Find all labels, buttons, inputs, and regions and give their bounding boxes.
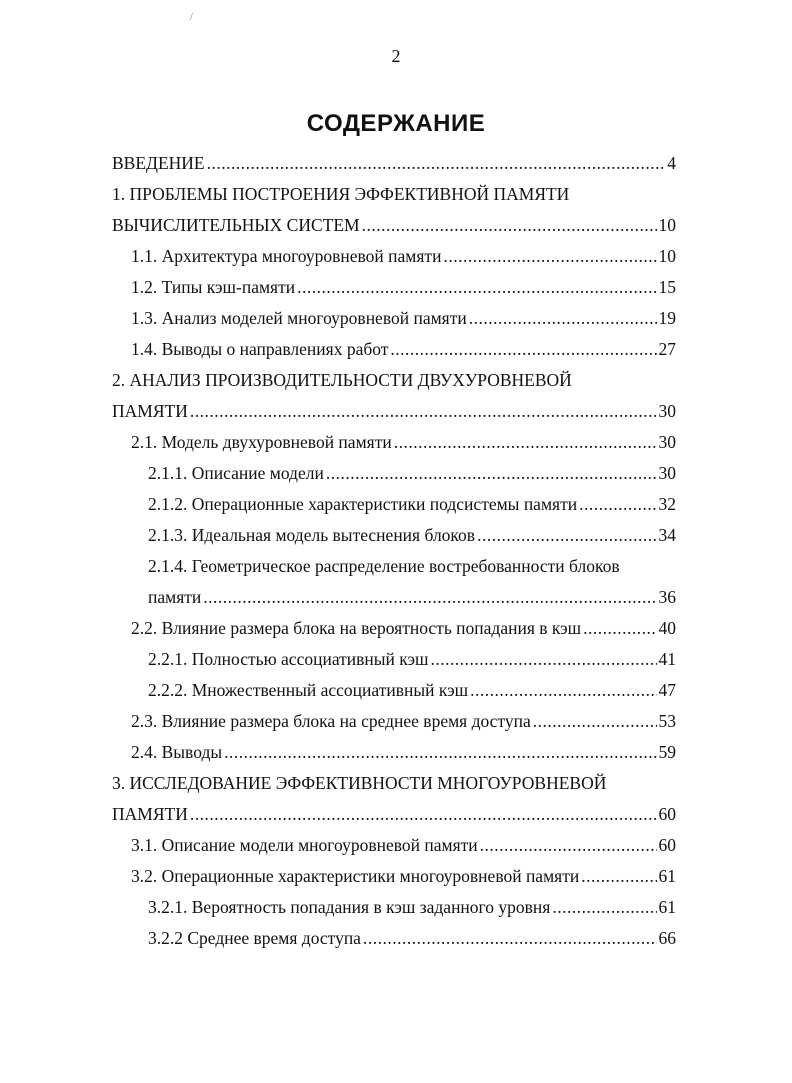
toc-entry-title: 1.3. Анализ моделей многоуровневой памяти: [131, 308, 467, 328]
toc-entry-page: 66: [658, 928, 676, 948]
toc-entry-title: ВЫЧИСЛИТЕЛЬНЫХ СИСТЕМ: [112, 215, 360, 235]
toc-entry-title: 1. ПРОБЛЕМЫ ПОСТРОЕНИЯ ЭФФЕКТИВНОЙ ПАМЯТИ: [112, 184, 570, 204]
toc-leader-dots: [326, 459, 657, 487]
toc-leader-dots: [190, 800, 657, 828]
toc-leader-dots: [390, 335, 656, 363]
toc-entry[interactable]: [112, 769, 606, 797]
toc-entry-title: 1.2. Типы кэш-памяти: [131, 277, 296, 297]
toc-entry-page: 15: [658, 277, 676, 297]
toc-entry[interactable]: [131, 428, 676, 456]
toc-entry[interactable]: [112, 149, 676, 177]
toc-leader-dots: [394, 428, 657, 456]
toc-entry[interactable]: [148, 459, 676, 487]
toc-entry-title: 3.1. Описание модели многоуровневой памяти: [131, 835, 478, 855]
toc-leader-dots: [579, 490, 656, 518]
toc-entry-title: 2.2.1. Полностью ассоциативный кэш: [148, 649, 429, 669]
toc-entry-title: 2.3. Влияние размера блока на среднее время доступа: [131, 711, 531, 731]
toc-entry-title: ВВЕДЕНИЕ: [112, 153, 205, 173]
toc-leader-dots: [190, 397, 657, 425]
toc-entry-page: 30: [658, 432, 676, 452]
toc-entry[interactable]: [131, 614, 676, 642]
toc-leader-dots: [583, 614, 656, 642]
toc-entry-page: 41: [658, 649, 676, 669]
toc-entry-title: 3.2.2 Среднее время доступа: [148, 928, 361, 948]
toc-entry-title: ПАМЯТИ: [112, 401, 188, 421]
toc-entry-title: 3.2. Операционные характеристики многоуровневой памяти: [131, 866, 580, 886]
toc-entry-page: 36: [658, 587, 676, 607]
toc-entry[interactable]: [148, 676, 676, 704]
toc-entry-title: 2.1.3. Идеальная модель вытеснения блоков: [148, 525, 476, 545]
toc-entry-title: 3.2.1. Вероятность попадания в кэш заданного уровня: [148, 897, 551, 917]
toc-entry-title: 2. АНАЛИЗ ПРОИЗВОДИТЕЛЬНОСТИ ДВУХУРОВНЕВОЙ: [112, 370, 572, 390]
toc-entry[interactable]: [112, 180, 569, 208]
toc-entry[interactable]: [112, 800, 676, 828]
toc-entry[interactable]: [131, 707, 676, 735]
toc-entry-title: 2.2. Влияние размера блока на вероятность попадания в кэш: [131, 618, 582, 638]
toc-entry-title: 2.1. Модель двухуровневой памяти: [131, 432, 392, 452]
toc-entry[interactable]: [131, 242, 676, 270]
toc-entry[interactable]: [148, 490, 676, 518]
toc-entry-title: памяти: [148, 587, 202, 607]
toc-entry-page: 59: [658, 742, 676, 762]
toc-entry[interactable]: [148, 893, 676, 921]
page-number: 2: [391, 46, 401, 66]
toc-entry-page: 60: [658, 804, 676, 824]
toc-entry[interactable]: [131, 304, 676, 332]
toc-entry[interactable]: [112, 211, 676, 239]
toc-entry-page: 10: [658, 215, 676, 235]
toc-entry[interactable]: [131, 335, 676, 363]
toc-entry-title: ПАМЯТИ: [112, 804, 188, 824]
toc-leader-dots: [362, 211, 657, 239]
toc-entry[interactable]: [148, 645, 676, 673]
toc-entry[interactable]: [112, 397, 676, 425]
toc-entry-page: 47: [658, 680, 676, 700]
toc-leader-dots: [477, 521, 656, 549]
toc-leader-dots: [443, 242, 656, 270]
toc-leader-dots: [363, 924, 657, 952]
toc-entry[interactable]: [131, 738, 676, 766]
toc-leader-dots: [297, 273, 656, 301]
toc-entry-title: 2.1.1. Описание модели: [148, 463, 324, 483]
toc-leader-dots: [480, 831, 657, 859]
toc-entry-title: 2.4. Выводы: [131, 742, 223, 762]
toc-entry[interactable]: [131, 831, 676, 859]
toc-entry[interactable]: [148, 521, 676, 549]
toc-entry[interactable]: [112, 366, 572, 394]
toc-leader-dots: [224, 738, 656, 766]
toc-entry-page: 60: [658, 835, 676, 855]
toc-leader-dots: [431, 645, 657, 673]
toc-entry-page: 61: [658, 897, 676, 917]
toc-entry-page: 61: [658, 866, 676, 886]
toc-leader-dots: [207, 149, 666, 177]
toc-entry-title: 2.1.4. Геометрическое распределение востребованности блоков: [148, 556, 620, 576]
toc-leader-dots: [552, 893, 656, 921]
toc-entry-title: 1.4. Выводы о направлениях работ: [131, 339, 389, 359]
toc-leader-dots: [533, 707, 657, 735]
toc-leader-dots: [469, 304, 657, 332]
toc-entry-page: 27: [658, 339, 676, 359]
toc-entry-page: 4: [667, 153, 676, 173]
toc-entry[interactable]: [148, 583, 676, 611]
toc-leader-dots: [203, 583, 656, 611]
toc-entry[interactable]: [131, 862, 676, 890]
toc-entry-page: 30: [658, 401, 676, 421]
toc-entry-page: 30: [658, 463, 676, 483]
page-title: СОДЕРЖАНИЕ: [306, 110, 486, 137]
toc-entry-page: 34: [658, 525, 676, 545]
toc-entry-title: 3. ИССЛЕДОВАНИЕ ЭФФЕКТИВНОСТИ МНОГОУРОВНЕВОЙ: [112, 773, 607, 793]
toc-entry[interactable]: [148, 552, 620, 580]
toc-entry-title: 1.1. Архитектура многоуровневой памяти: [131, 246, 442, 266]
toc-entry[interactable]: [148, 924, 676, 952]
toc-leader-dots: [470, 676, 656, 704]
toc-entry-page: 19: [658, 308, 676, 328]
toc-entry-page: 32: [658, 494, 676, 514]
toc-entry-title: 2.2.2. Множественный ассоциативный кэш: [148, 680, 469, 700]
toc-entry-title: 2.1.2. Операционные характеристики подсистемы памяти: [148, 494, 578, 514]
scan-mark: /: [190, 12, 193, 23]
toc-entry-page: 10: [658, 246, 676, 266]
toc-leader-dots: [581, 862, 656, 890]
toc-entry-page: 53: [658, 711, 676, 731]
toc-entry-page: 40: [658, 618, 676, 638]
toc-entry[interactable]: [131, 273, 676, 301]
